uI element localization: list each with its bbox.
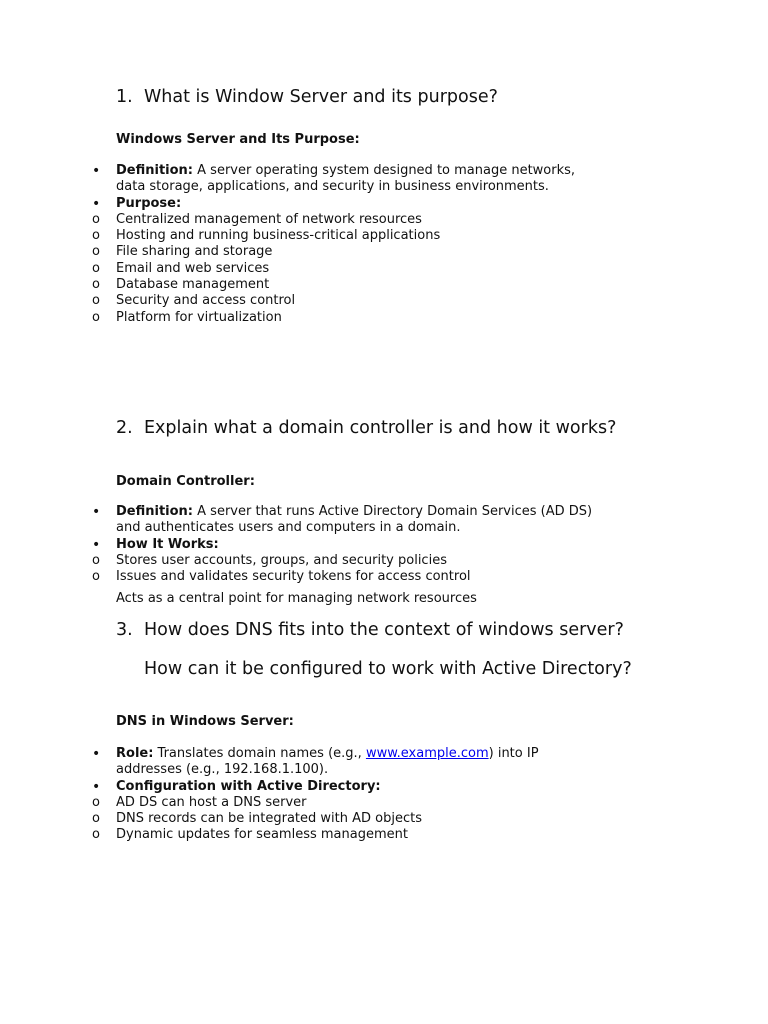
purpose-item-text: Security and access control bbox=[116, 293, 296, 309]
how-item-text: Issues and validates security tokens for access control bbox=[116, 569, 471, 585]
question-3-title-line-1: How does DNS fits into the context of windows server? bbox=[144, 620, 624, 640]
list-item bbox=[0, 293, 596, 309]
purpose-item-text: File sharing and storage bbox=[116, 244, 273, 260]
list-item bbox=[0, 212, 596, 228]
circle-marker: o bbox=[92, 811, 100, 827]
list-item bbox=[0, 569, 596, 585]
list-item bbox=[0, 277, 596, 293]
list-item bbox=[0, 811, 596, 827]
purpose-label: Purpose: bbox=[116, 195, 182, 211]
bullet-marker: • bbox=[92, 536, 101, 553]
question-3-title-line-2: How can it be configured to work with Active Directory? bbox=[144, 659, 632, 679]
purpose-item-text: Hosting and running business-critical applications bbox=[116, 228, 441, 244]
section-1-list bbox=[0, 163, 768, 326]
purpose-item-text: Platform for virtualization bbox=[116, 309, 282, 325]
bullet-marker: • bbox=[92, 778, 101, 795]
bullet-marker: • bbox=[92, 746, 101, 762]
list-item-configuration bbox=[0, 779, 596, 795]
list-item bbox=[0, 228, 596, 244]
config-item-text: Dynamic updates for seamless management bbox=[116, 827, 408, 843]
list-item bbox=[0, 795, 596, 811]
purpose-item-text: Database management bbox=[116, 277, 270, 293]
circle-marker: o bbox=[92, 244, 100, 260]
section-3-list bbox=[0, 746, 768, 844]
list-item-definition bbox=[0, 163, 596, 196]
section-2-list bbox=[0, 504, 768, 585]
circle-marker: o bbox=[92, 552, 100, 568]
list-item bbox=[0, 244, 596, 260]
config-item-text: DNS records can be integrated with AD objects bbox=[116, 811, 422, 827]
circle-marker: o bbox=[92, 309, 100, 325]
list-item bbox=[0, 310, 596, 326]
config-item-text: AD DS can host a DNS server bbox=[116, 794, 307, 810]
purpose-item-text: Centralized management of network resources bbox=[116, 211, 422, 227]
list-item bbox=[0, 553, 596, 569]
example-link[interactable]: www.example.com bbox=[365, 746, 489, 761]
configuration-label: Configuration with Active Directory: bbox=[116, 778, 381, 794]
circle-marker: o bbox=[92, 277, 100, 293]
purpose-item-text: Email and web services bbox=[116, 260, 270, 276]
definition-text: A server operating system designed to manage networks, data storage, applications, and security in business environments. bbox=[116, 163, 576, 195]
role-text-before: Translates domain names (e.g., bbox=[153, 746, 366, 761]
list-item-definition bbox=[0, 504, 596, 537]
role-text-after: ) into IP addresses (e.g., 192.168.1.100). bbox=[116, 746, 539, 778]
section-3-subheading: DNS in Windows Server: bbox=[116, 714, 294, 729]
circle-marker: o bbox=[92, 260, 100, 276]
bullet-marker: • bbox=[92, 504, 101, 520]
question-2-heading bbox=[116, 417, 616, 439]
list-item-role bbox=[0, 746, 596, 779]
bullet-marker: • bbox=[92, 195, 101, 212]
section-2-note: Acts as a central point for managing network resources bbox=[116, 591, 477, 606]
question-1-heading bbox=[116, 86, 498, 108]
bullet-marker: • bbox=[92, 163, 101, 179]
circle-marker: o bbox=[92, 569, 100, 585]
definition-text: A server that runs Active Directory Domain Services (AD DS) and authenticates users and computers in a domain. bbox=[116, 504, 593, 536]
question-3-number: 3. bbox=[116, 620, 133, 640]
circle-marker: o bbox=[92, 827, 100, 843]
list-item-purpose bbox=[0, 196, 596, 212]
question-1-title: What is Window Server and its purpose? bbox=[144, 87, 498, 107]
role-label: Role: bbox=[116, 746, 154, 761]
question-3-heading bbox=[116, 619, 624, 641]
list-item bbox=[0, 261, 596, 277]
how-it-works-label: How It Works: bbox=[116, 536, 219, 552]
definition-label: Definition: bbox=[116, 504, 194, 519]
question-2-number: 2. bbox=[116, 418, 133, 438]
question-1-number: 1. bbox=[116, 87, 133, 107]
section-2-subheading: Domain Controller: bbox=[116, 474, 255, 489]
definition-label: Definition: bbox=[116, 163, 194, 178]
section-1-subheading: Windows Server and Its Purpose: bbox=[116, 132, 360, 147]
circle-marker: o bbox=[92, 293, 100, 309]
circle-marker: o bbox=[92, 211, 100, 227]
circle-marker: o bbox=[92, 228, 100, 244]
list-item bbox=[0, 827, 596, 843]
how-item-text: Stores user accounts, groups, and security policies bbox=[116, 552, 447, 568]
circle-marker: o bbox=[92, 794, 100, 810]
list-item-how-it-works bbox=[0, 537, 596, 553]
question-2-title: Explain what a domain controller is and how it works? bbox=[144, 418, 617, 438]
